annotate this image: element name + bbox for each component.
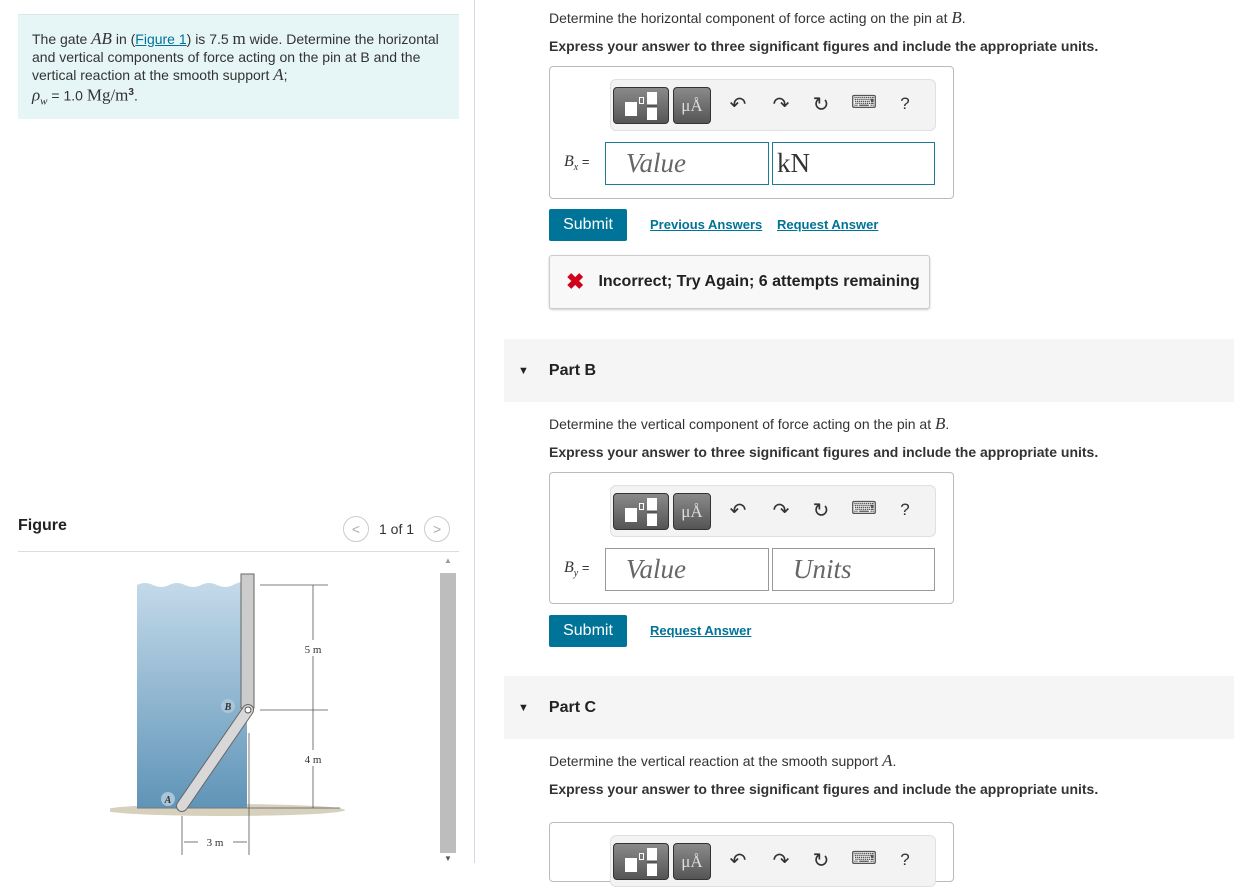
label-a: A (164, 795, 172, 806)
bx-value-input[interactable]: Value (605, 142, 769, 185)
var: B (564, 153, 574, 170)
math-toolbar (610, 79, 936, 131)
problem-statement (18, 14, 459, 119)
rho: ρ (32, 85, 41, 105)
help-icon[interactable]: ? (900, 850, 910, 869)
redo-icon[interactable]: ↷ (772, 850, 790, 872)
dim-5m: 5 m (304, 644, 322, 656)
bx-unit-input[interactable]: kN (772, 142, 935, 185)
math-toolbar (610, 485, 936, 537)
figure-link[interactable]: Figure 1 (135, 31, 187, 47)
undo-icon[interactable]: ↶ (729, 850, 747, 872)
by-unit-input[interactable]: Units (772, 548, 935, 591)
unit: m (232, 29, 246, 48)
rho-unit: Mg/m (86, 85, 129, 105)
caret-down-icon: ▼ (518, 701, 529, 714)
undo-icon[interactable]: ↶ (729, 500, 747, 522)
partA-submit-button[interactable]: Submit (549, 209, 627, 241)
partC-instructions: Express your answer to three significant figures and include the appropriate units. (549, 781, 1099, 797)
sub: y (573, 568, 579, 580)
next-figure-button[interactable]: > (424, 516, 450, 542)
keyboard-icon[interactable]: ⌨ (851, 498, 877, 518)
partA-request-answer-link[interactable]: Request Answer (777, 217, 879, 232)
keyboard-icon[interactable]: ⌨ (851, 92, 877, 112)
support-var: A (273, 65, 284, 84)
help-icon[interactable]: ? (900, 94, 910, 113)
reset-icon[interactable]: ↻ (812, 850, 830, 872)
partC-header[interactable] (504, 676, 1234, 739)
prev-figure-button[interactable]: < (343, 516, 369, 542)
text: The gate (32, 31, 92, 47)
caret-down-icon: ▼ (518, 364, 529, 377)
redo-icon[interactable]: ↷ (772, 94, 790, 116)
redo-icon[interactable]: ↷ (772, 500, 790, 522)
template-button[interactable] (613, 843, 669, 880)
partC-title: Part C (548, 698, 597, 716)
figure-scrollbar[interactable]: ▲ ▼ (444, 556, 452, 863)
partB-question (549, 414, 949, 434)
rho-exp: 3 (128, 87, 134, 98)
reset-icon[interactable]: ↻ (812, 94, 830, 116)
text: Determine the horizontal component of force acting on the pin at (549, 10, 952, 26)
figure-pager (343, 516, 450, 542)
sub: x (573, 162, 579, 174)
partB-submit-button[interactable]: Submit (549, 615, 627, 647)
text: ; (283, 67, 288, 83)
var: B (935, 414, 946, 433)
dim-4m: 4 m (304, 754, 322, 766)
pin-b (245, 707, 251, 713)
eq: = (578, 154, 590, 169)
template-button[interactable] (613, 87, 669, 124)
text: ) is 7.5 (186, 31, 233, 47)
label-b: B (224, 702, 232, 713)
partC-question (549, 751, 896, 771)
var: A (882, 751, 893, 770)
dim-3m: 3 m (206, 837, 224, 849)
text: wide. Determine the horizontal and vertical components of force acting on the pin at B and the vertical reaction at the smooth support (32, 31, 439, 83)
partB-answer-box (549, 472, 954, 604)
text: . (892, 753, 897, 769)
page-indicator: 1 of 1 (379, 521, 415, 537)
units-button[interactable]: μÅ (673, 493, 711, 530)
partB-header[interactable] (504, 339, 1234, 402)
keyboard-icon[interactable]: ⌨ (851, 848, 877, 868)
partA-answer-box (549, 66, 954, 199)
gate-var: AB (91, 29, 112, 48)
figure-title: Figure (18, 517, 67, 534)
panel-divider (474, 0, 475, 863)
text: . (945, 416, 950, 432)
by-label (564, 559, 589, 579)
help-icon[interactable]: ? (900, 500, 910, 519)
x-icon: ✖ (566, 269, 585, 294)
text: Determine the vertical component of force acting on the pin at (549, 416, 935, 432)
text: Determine the vertical reaction at the smooth support (549, 753, 883, 769)
partB-instructions: Express your answer to three significant figures and include the appropriate units. (549, 444, 1099, 460)
text: . (133, 87, 138, 104)
feedback-message (549, 255, 930, 309)
units-button[interactable]: μÅ (673, 843, 711, 880)
partA-instructions: Express your answer to three significant figures and include the appropriate units. (549, 38, 1099, 54)
divider (18, 551, 459, 552)
water (137, 582, 247, 808)
previous-answers-link[interactable]: Previous Answers (650, 217, 763, 232)
undo-icon[interactable]: ↶ (729, 94, 747, 116)
partA-question (549, 8, 966, 28)
partC-answer-box (549, 822, 954, 882)
var: B (564, 559, 574, 576)
partB-request-answer-link[interactable]: Request Answer (650, 623, 752, 638)
units-button[interactable]: μÅ (673, 87, 711, 124)
rho-value: = 1.0 (47, 87, 87, 104)
partB-title: Part B (548, 361, 597, 379)
template-button[interactable] (613, 493, 669, 530)
by-value-input[interactable]: Value (605, 548, 769, 591)
scrollbar-thumb[interactable] (440, 573, 456, 853)
text: . (961, 10, 966, 26)
bx-label (564, 153, 589, 173)
text: in ( (111, 31, 136, 47)
rho-sub: w (40, 95, 48, 108)
feedback-text: Incorrect; Try Again; 6 attempts remaining (598, 273, 920, 290)
var: B (951, 8, 962, 27)
math-toolbar (610, 835, 936, 887)
eq: = (578, 560, 590, 575)
gate-diagram (110, 560, 440, 863)
reset-icon[interactable]: ↻ (812, 500, 830, 522)
upper-wall (241, 574, 254, 708)
